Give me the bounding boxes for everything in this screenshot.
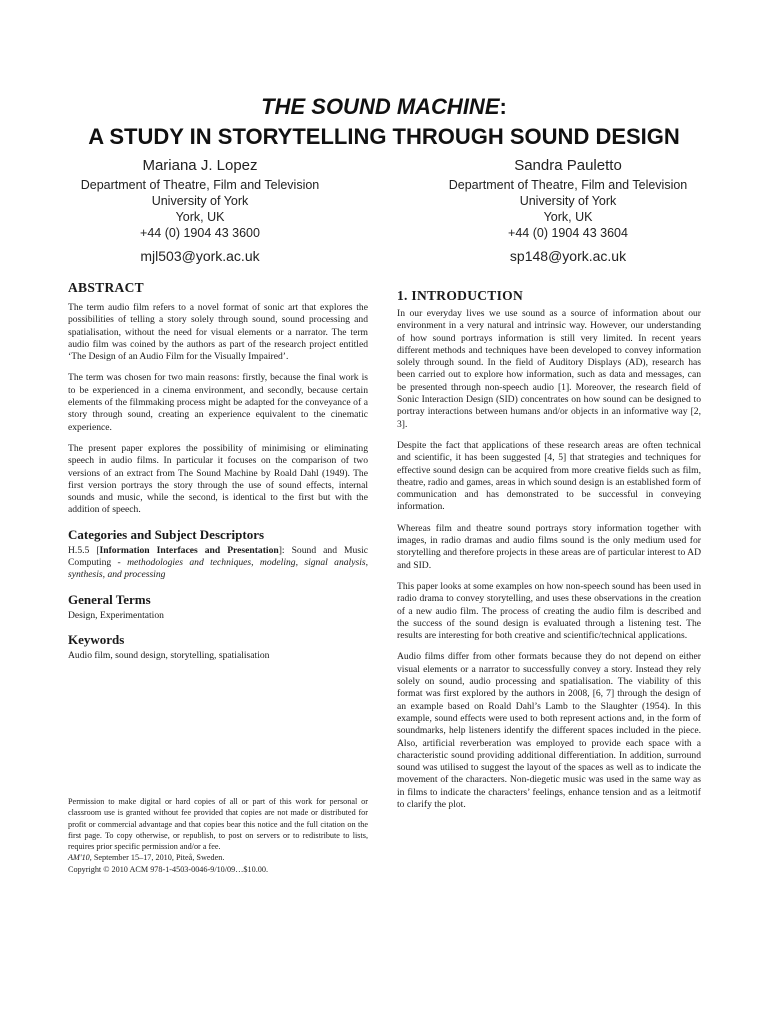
author-phone: +44 (0) 1904 43 3604 xyxy=(508,226,628,240)
categories-code: H.5.5 [ xyxy=(68,544,100,556)
right-column xyxy=(397,288,701,820)
categories-rest: ]: Sound and Music Computing - xyxy=(68,544,368,569)
abstract-paragraph: The present paper explores the possibility of minimising or eliminating speech in audio films. In particular it focuses on the comparison of two versions of an extract from The Sound Machine by Roald Dahl (1949). The first version portrays the story through the use of sound effects, internal sounds and music, while the second, is identical to the first but with the addition of speech. xyxy=(68,442,368,516)
copyright-line: Copyright © 2010 ACM 978-1-4503-0046-9/10/09…$10.00. xyxy=(68,864,268,874)
paper-title-line-2: A STUDY IN STORYTELLING THROUGH SOUND DESIGN xyxy=(88,124,680,149)
categories-bold: Information Interfaces and Presentation xyxy=(99,544,279,556)
author-email: sp148@york.ac.uk xyxy=(509,248,627,264)
introduction-paragraph: Despite the fact that applications of these research areas are often technical and scientific, it has been suggested [4, 5] that strategies and techniques for effective sound design can be acquired from more creative fields such as film, theatre, radio and games, areas in which sound design is an established form of communication and has demonstrated to be successful in conveying information. xyxy=(397,439,701,513)
conference-details: , September 15–17, 2010, Piteå, Sweden. xyxy=(89,853,225,863)
author-phone: +44 (0) 1904 43 3600 xyxy=(140,226,260,240)
permission-notice xyxy=(68,796,368,875)
abstract-paragraph: The term audio film refers to a novel format of sonic art that explores the possibilities of telling a story solely through sound, sound processing and spatialisation, without the need for visual elements or a narrator. The term audio film was coined by the authors as part of the research project entitled ‘The Design of an Audio Film for the Visually Impaired’. xyxy=(68,302,368,363)
introduction-paragraph: Audio films differ from other formats because they do not depend on either visual elements or a narrator to successfully convey a story. Instead they rely solely on sound, audio processing and spatialisation. The viability of this format was first explored by the authors in 2008, [6, 7] through the design of an example based on Roald Dahl’s Lamb to the Slaughter (1954). In this example, sound effects were used to both represent actions and, in the form of soundmarks, help listeners identify the different spaces included in the piece. Also, artificial reverberation was employed to provide each space with a characteristic sound providing additional differentiation. In addition, surround sound was utilised to suggest the layout of the spaces as well as to indicate the movement of the characters. Non-diegetic music was used in the same way as in films to indicate the characters’ feelings, enhance tension and as a leitmotif to clarify the plot. xyxy=(397,651,701,810)
author-city: York, UK xyxy=(175,210,225,224)
author-block-2 xyxy=(403,156,733,266)
categories-text xyxy=(68,545,368,582)
author-city: York, UK xyxy=(543,210,593,224)
categories-heading: Categories and Subject Descriptors xyxy=(68,526,265,542)
author-name: Sandra Pauletto xyxy=(514,157,622,174)
introduction-heading: 1. INTRODUCTION xyxy=(397,288,524,303)
conference-line xyxy=(68,852,368,863)
author-university: University of York xyxy=(519,194,617,208)
author-department: Department of Theatre, Film and Television xyxy=(448,178,688,192)
author-email: mjl503@york.ac.uk xyxy=(140,248,260,264)
author-name: Mariana J. Lopez xyxy=(142,157,258,174)
general-terms-heading: General Terms xyxy=(68,591,151,607)
paper-title-line-1 xyxy=(0,94,768,120)
keywords-heading: Keywords xyxy=(68,631,125,647)
introduction-paragraph: This paper looks at some examples on how non-speech sound has been used in radio drama to convey storytelling, and uses these observations in the creation of a new audio film. The process of creating the audio film is described and the success of the sound design is evaluated through a listening test. The results are interesting for both creative and scientific/technical applications. xyxy=(397,580,701,642)
author-department: Department of Theatre, Film and Television xyxy=(80,178,320,192)
keywords-text: Audio film, sound design, storytelling, spatialisation xyxy=(68,649,270,661)
left-column xyxy=(68,280,368,671)
abstract-heading: ABSTRACT xyxy=(68,280,144,295)
introduction-paragraph: Whereas film and theatre sound portrays story information together with images, in radio dramas and audio films sound is the only medium used for storytelling and therefore projects in these areas are of particular interest to AD and SID. xyxy=(397,522,701,571)
permission-text: Permission to make digital or hard copies of all or part of this work for personal or classroom use is granted without fee provided that copies are not made or distributed for profit or commercial advantage and that copies bear this notice and the full citation on the first page. To copy otherwise, or republish, to post on servers or to redistribute to lists, requires prior specific permission and/or a fee. xyxy=(68,797,368,852)
abstract-paragraph: The term was chosen for two main reasons: firstly, because the final work is to be experienced in a cinema environment, and secondly, because certain elements of the filmmaking process might be adapted for the conveyance of a story through sound, creating an experience equivalent to the cinematic experience. xyxy=(68,372,368,433)
author-block-1 xyxy=(35,156,365,266)
general-terms-text: Design, Experimentation xyxy=(68,609,164,621)
paper-title-colon: : xyxy=(499,94,507,119)
categories-italic: methodologies and techniques, modeling, signal analysis, synthesis, and processing xyxy=(68,557,368,581)
introduction-paragraph: In our everyday lives we use sound as a source of information about our environment in a very natural and intrinsic way. However, our understanding of how sound portrays information is still very limited. In recent years different methods and techniques have been developed to convey information solely through sound. In the field of Auditory Displays (AD), research has been carried out to explore how information, such as data and messages, can be presented through non-speech audio [1]. Moreover, the research field of Sonic Interaction Design (SID) concentrates on how sound can be designed to portray interactions between humans and/or objects in an informative way [2, 3]. xyxy=(397,308,701,430)
author-university: University of York xyxy=(151,194,249,208)
paper-title-italic: THE SOUND MACHINE xyxy=(261,94,500,119)
conference-name: AM'10 xyxy=(68,853,90,863)
